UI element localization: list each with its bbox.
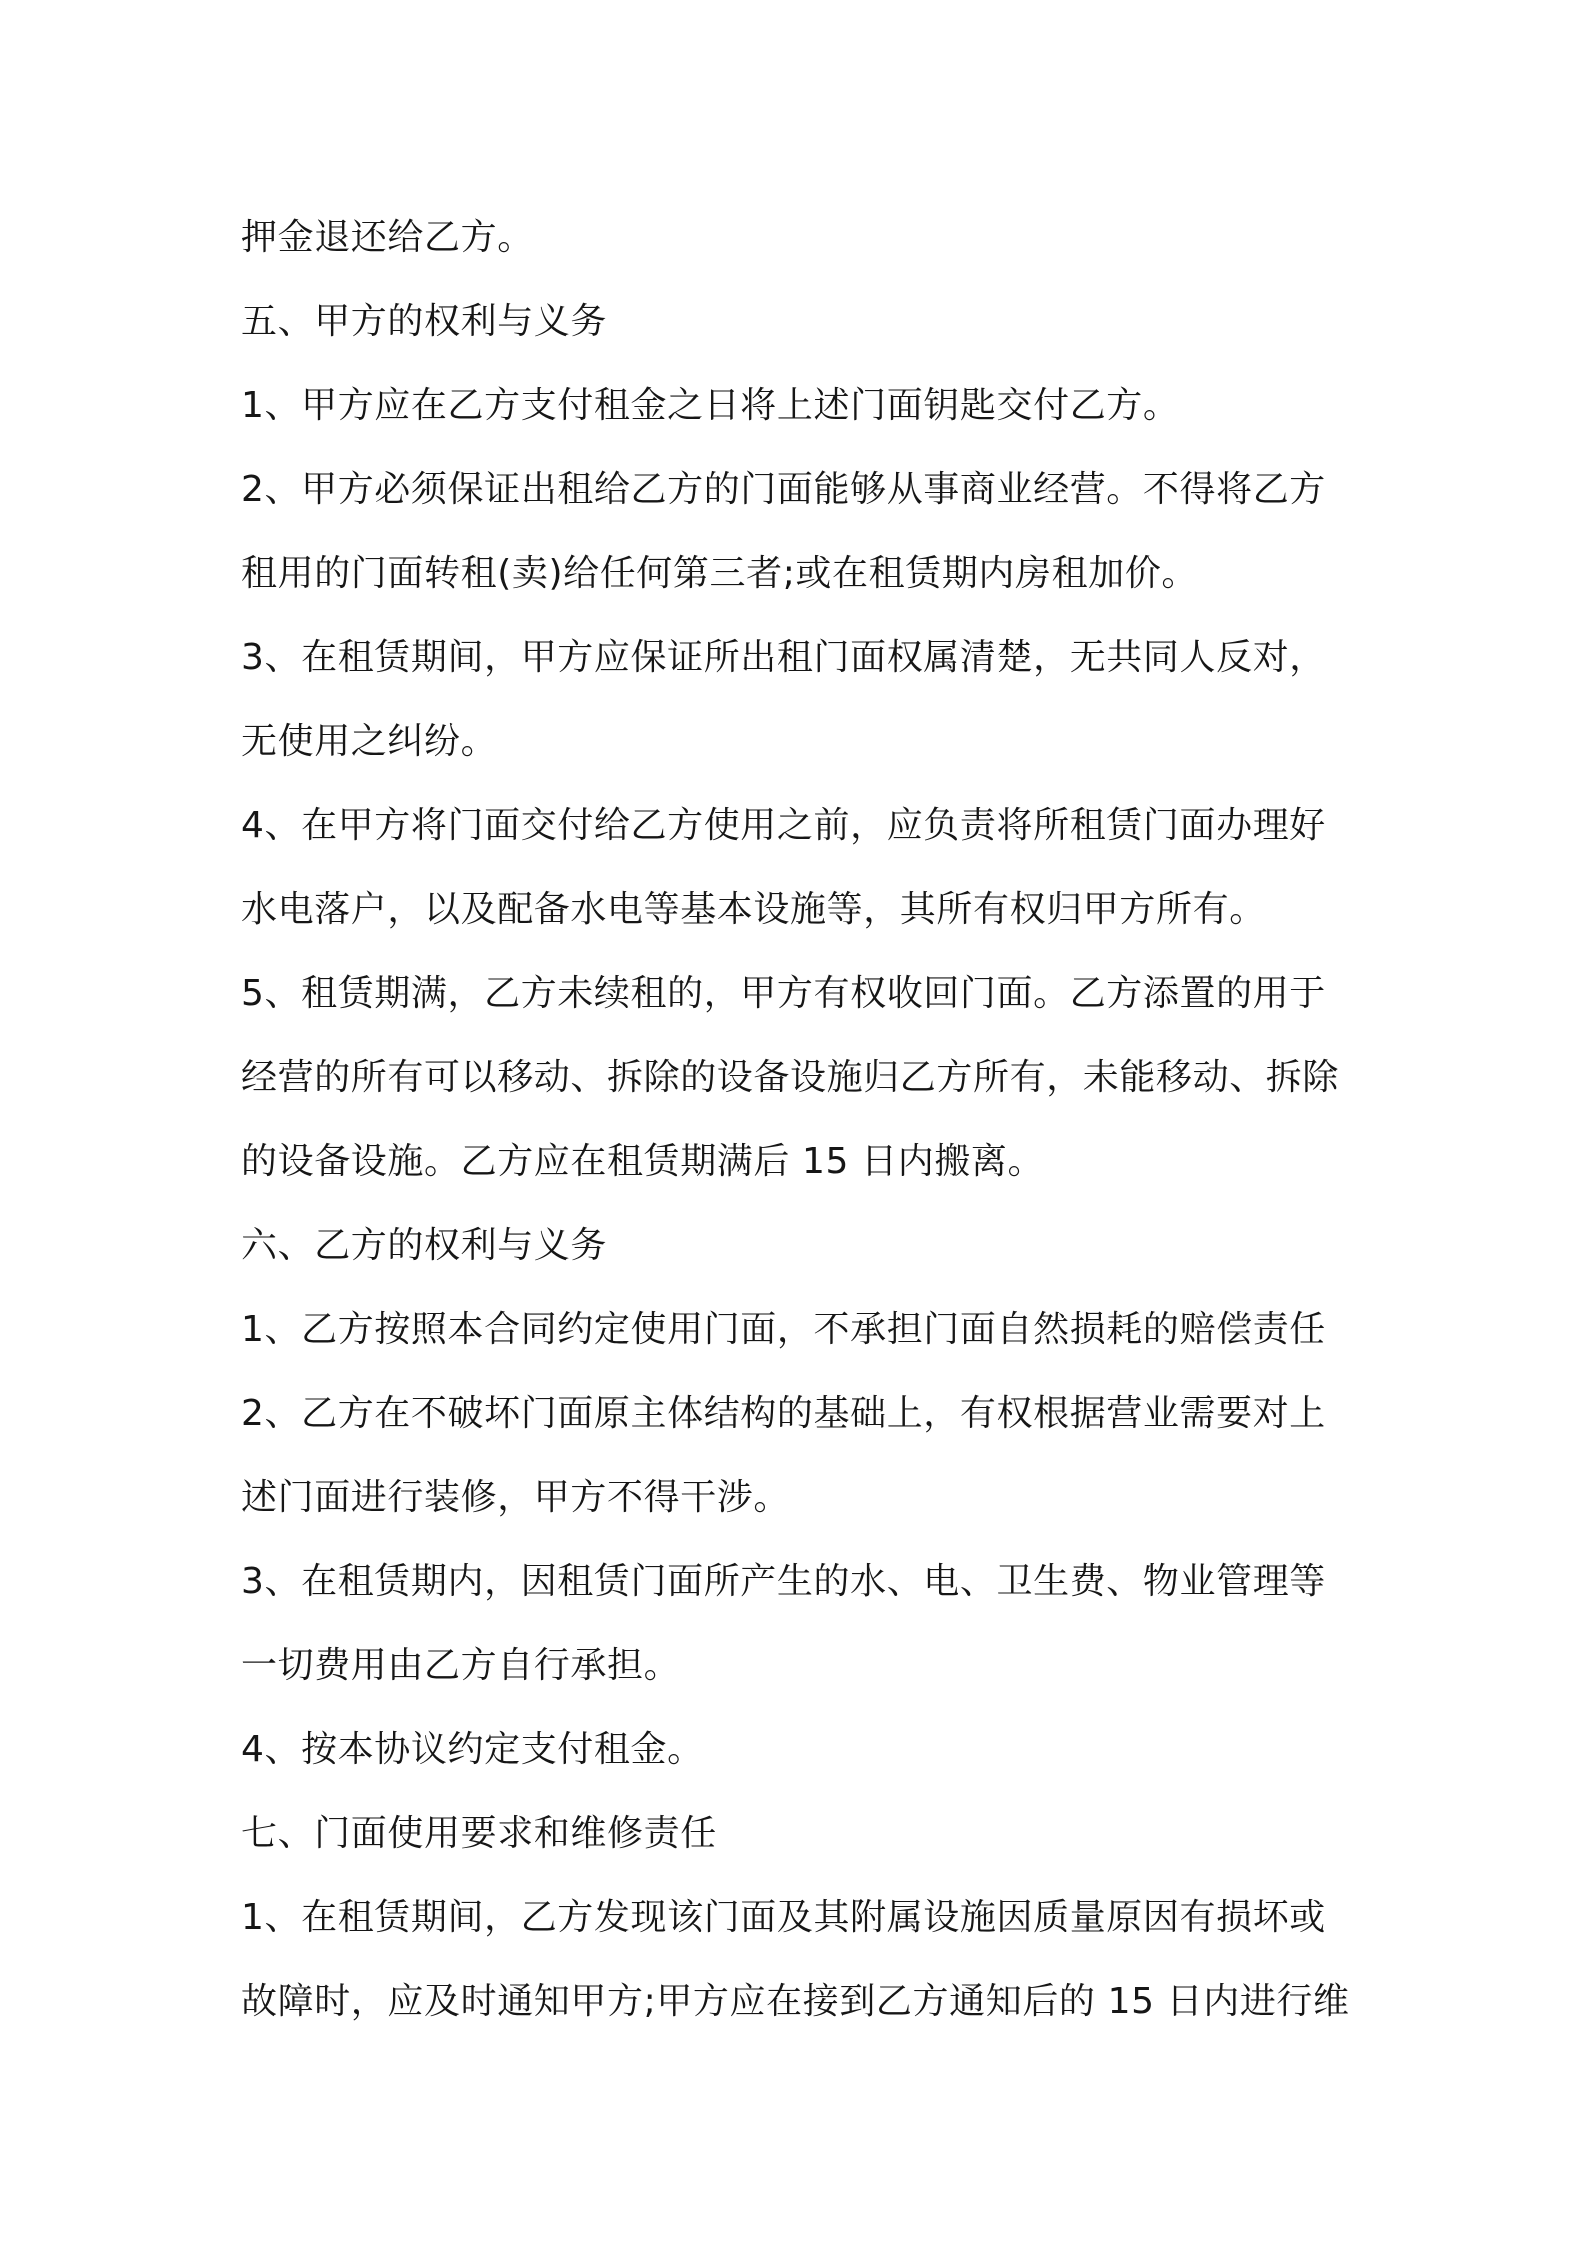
text-line: 无使用之纠纷。 — [241, 721, 498, 762]
text-line: 押金退还给乙方。 — [241, 217, 534, 258]
text-line: 5、租赁期满，乙方未续租的，甲方有权收回门面。乙方添置的用于 — [241, 973, 1326, 1014]
text-line: 1、乙方按照本合同约定使用门面，不承担门面自然损耗的赔偿责任 — [241, 1309, 1326, 1350]
text-line: 经营的所有可以移动、拆除的设备设施归乙方所有，未能移动、拆除 — [241, 1057, 1340, 1098]
text-line: 4、在甲方将门面交付给乙方使用之前，应负责将所租赁门面办理好 — [241, 805, 1326, 846]
text-line: 4、按本协议约定支付租金。 — [241, 1729, 704, 1770]
text-line: 租用的门面转租(卖)给任何第三者;或在租赁期内房租加价。 — [241, 553, 1199, 594]
section-heading: 六、乙方的权利与义务 — [241, 1225, 608, 1266]
document-body — [241, 196, 1361, 2044]
text-line: 2、甲方必须保证出租给乙方的门面能够从事商业经营。不得将乙方 — [241, 469, 1326, 510]
text-line: 1、甲方应在乙方支付租金之日将上述门面钥匙交付乙方。 — [241, 385, 1180, 426]
text-line: 故障时，应及时通知甲方;甲方应在接到乙方通知后的 15 日内进行维 — [241, 1981, 1350, 2022]
text-line: 3、在租赁期间，甲方应保证所出租门面权属清楚，无共同人反对， — [241, 637, 1326, 678]
section-heading: 五、甲方的权利与义务 — [241, 301, 608, 342]
text-line: 述门面进行装修，甲方不得干涉。 — [241, 1477, 791, 1518]
section-heading: 七、门面使用要求和维修责任 — [241, 1813, 717, 1854]
text-line: 2、乙方在不破坏门面原主体结构的基础上，有权根据营业需要对上 — [241, 1393, 1326, 1434]
text-line: 的设备设施。乙方应在租赁期满后 15 日内搬离。 — [241, 1141, 1045, 1182]
text-line: 3、在租赁期内，因租赁门面所产生的水、电、卫生费、物业管理等 — [241, 1561, 1326, 1602]
text-line: 水电落户，以及配备水电等基本设施等，其所有权归甲方所有。 — [241, 889, 1266, 930]
text-line: 一切费用由乙方自行承担。 — [241, 1645, 681, 1686]
text-line: 1、在租赁期间，乙方发现该门面及其附属设施因质量原因有损坏或 — [241, 1897, 1326, 1938]
